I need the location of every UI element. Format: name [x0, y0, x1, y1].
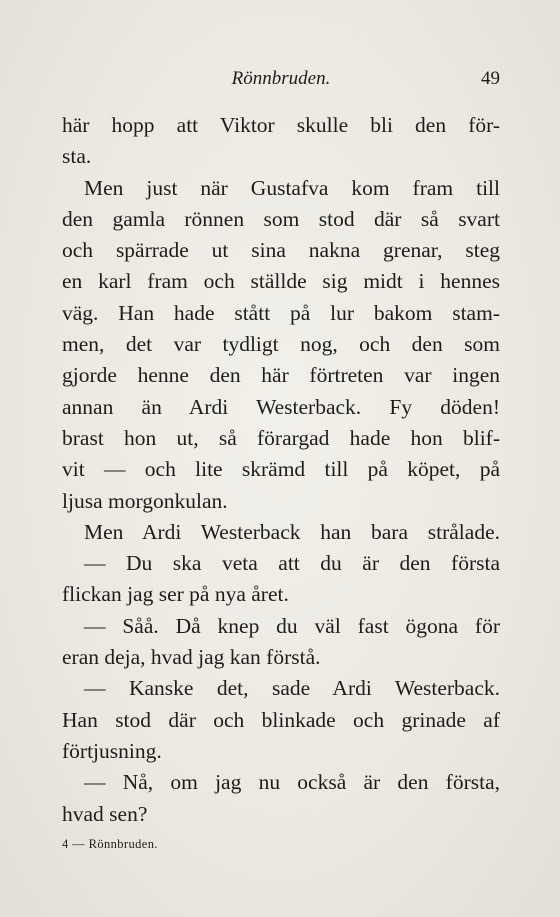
- text-line: — Du ska veta att du är den första: [84, 551, 500, 576]
- body-text: [62, 110, 500, 830]
- running-title: Rönnbruden.: [231, 68, 331, 89]
- text-line: väg. Han hade stått på lur bakom stam-: [62, 300, 500, 325]
- text-line: flickan jag ser på nya året.: [62, 582, 289, 607]
- text-line: en karl fram och ställde sig midt i hennes: [62, 269, 500, 294]
- text-line: sta.: [62, 144, 92, 169]
- text-line: vit — och lite skrämd till på köpet, på: [62, 457, 500, 482]
- text-line: annan än Ardi Westerback. Fy döden!: [62, 394, 500, 419]
- text-line: — Nå, om jag nu också är den första,: [84, 770, 500, 795]
- text-line: — Såå. Då knep du väl fast ögona för: [84, 613, 500, 638]
- text-line: eran deja, hvad jag kan förstå.: [62, 645, 321, 670]
- text-line: Men just när Gustafva kom fram till: [84, 175, 500, 200]
- text-line: här hopp att Viktor skulle bli den för-: [62, 113, 500, 137]
- text-line: men, det var tydligt nog, och den som: [62, 332, 500, 357]
- text-line: Han stod där och blinkade och grinade af: [62, 707, 500, 732]
- running-head: [62, 64, 500, 94]
- text-line: och spärrade ut sina nakna grenar, steg: [62, 238, 500, 263]
- text-line: — Kanske det, sade Ardi Westerback.: [84, 676, 500, 701]
- text-line: brast hon ut, så förargad hade hon blif-: [62, 425, 500, 450]
- text-line: den gamla rönnen som stod där så svart: [62, 206, 500, 231]
- text-line: ljusa morgonkulan.: [62, 488, 228, 513]
- text-line: hvad sen?: [62, 801, 148, 826]
- text-line: gjorde henne den här förtreten var ingen: [62, 363, 500, 388]
- text-line: Men Ardi Westerback han bara strålade.: [84, 519, 500, 544]
- printer-signature: 4 — Rönnbruden.: [62, 837, 158, 851]
- text-line: förtjusning.: [62, 738, 162, 763]
- page-number: 49: [481, 68, 500, 89]
